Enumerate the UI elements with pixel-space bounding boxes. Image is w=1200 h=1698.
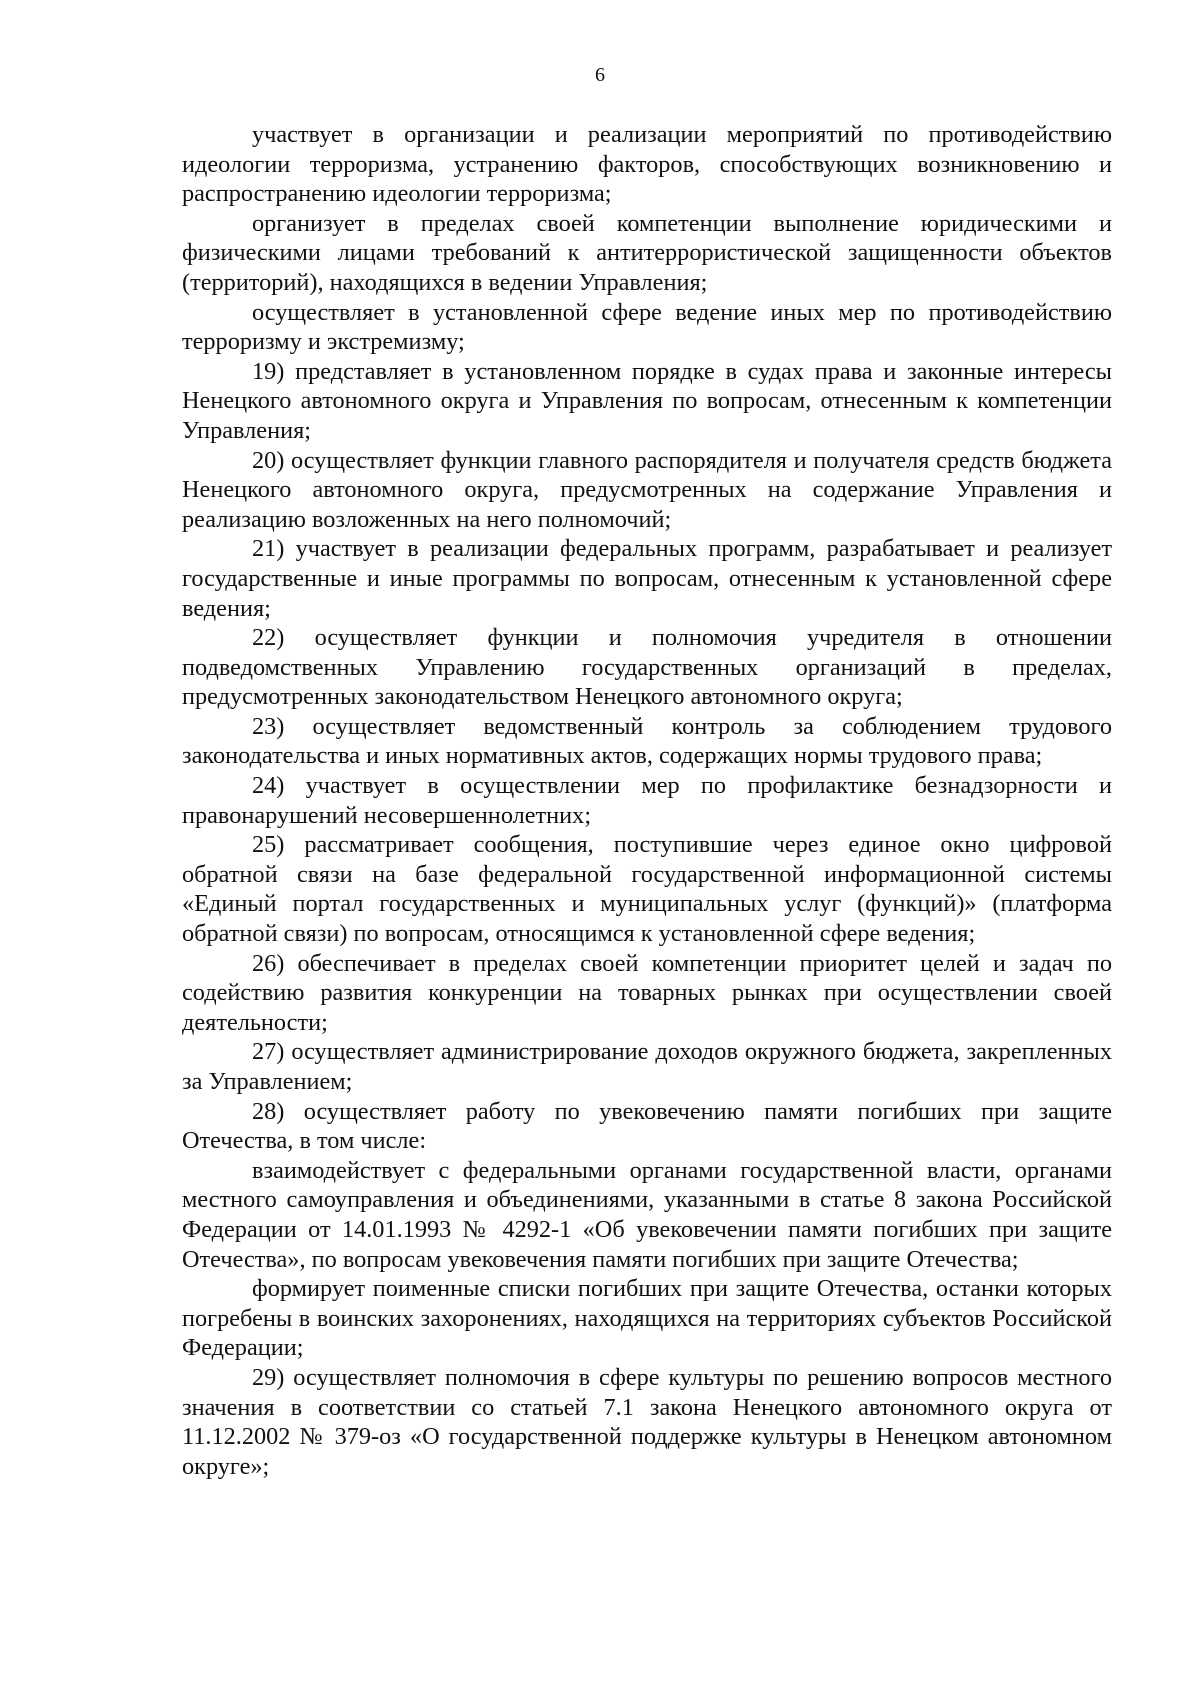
paragraph-item-21: 21) участвует в реализации федеральных программ, разрабатывает и реализует государственные и иные программы по вопросам, отнесенным к установленной сфере ведения; bbox=[182, 535, 1112, 622]
paragraph-item-28-interaction: взаимодействует с федеральными органами государственной власти, органами местного самоуправления и объединениями, указанными в статье 8 закона Российской Федерации от 14.01.1993 № 4292-1 «Об увековечении памяти погибших при защите Отечества», по вопросам увековечения памяти погибших при защите Отечества; bbox=[182, 1156, 1112, 1273]
paragraph-item-22: 22) осуществляет функции и полномочия учредителя в отношении подведомственных Управлению государственных организаций в пределах, предусмотренных законодательством Ненецкого автономного округа; bbox=[182, 624, 1112, 711]
paragraph-item-26: 26) обеспечивает в пределах своей компетенции приоритет целей и задач по содействию развития конкуренции на товарных рынках при осуществлении своей деятельности; bbox=[182, 949, 1112, 1036]
paragraph-item-23: 23) осуществляет ведомственный контроль за соблюдением трудового законодательства и иных нормативных актов, содержащих нормы трудового права; bbox=[182, 712, 1112, 770]
paragraph-counter-terror-ideology: участвует в организации и реализации мероприятий по противодействию идеологии терроризма, устранению факторов, способствующих возникновению и распространению идеологии терроризма; bbox=[182, 121, 1112, 208]
paragraph-item-24: 24) участвует в осуществлении мер по профилактике безнадзорности и правонарушений несовершеннолетних; bbox=[182, 772, 1112, 829]
paragraph-item-25: 25) рассматривает сообщения, поступившие через единое окно цифровой обратной связи на базе федеральной государственной информационной системы «Единый портал государственных и муниципальных услуг (функций)» (платформа обратной связи) по вопросам, относящимся к установленной сфере ведения; bbox=[182, 831, 1112, 948]
paragraph-item-28-lists: формирует поименные списки погибших при защите Отечества, останки которых погребены в воинских захоронениях, находящихся на территориях субъектов Российской Федерации; bbox=[182, 1275, 1112, 1362]
page-number: 6 bbox=[595, 64, 605, 86]
document-body bbox=[182, 120, 1112, 1481]
paragraph-item-28: 28) осуществляет работу по увековечению памяти погибших при защите Отечества, в том числе: bbox=[182, 1097, 1112, 1155]
paragraph-other-measures: осуществляет в установленной сфере ведение иных мер по противодействию терроризму и экстремизму; bbox=[182, 298, 1112, 356]
paragraph-item-19: 19) представляет в установленном порядке в судах права и законные интересы Ненецкого автономного округа и Управления по вопросам, отнесенным к компетенции Управления; bbox=[182, 357, 1112, 444]
paragraph-item-20: 20) осуществляет функции главного распорядителя и получателя средств бюджета Ненецкого автономного округа, предусмотренных на содержание Управления и реализацию возложенных на него полномочий; bbox=[182, 446, 1112, 533]
paragraph-item-27: 27) осуществляет администрирование доходов окружного бюджета, закрепленных за Управлением; bbox=[182, 1038, 1112, 1095]
paragraph-antiterror-protection: организует в пределах своей компетенции выполнение юридическими и физическими лицами требований к антитеррористической защищенности объектов (территорий), находящихся в ведении Управления; bbox=[182, 209, 1112, 296]
paragraph-item-29: 29) осуществляет полномочия в сфере культуры по решению вопросов местного значения в соответствии со статьей 7.1 закона Ненецкого автономного округа от 11.12.2002 № 379-оз «О государственной поддержке культуры в Ненецком автономном округе»; bbox=[182, 1363, 1112, 1480]
